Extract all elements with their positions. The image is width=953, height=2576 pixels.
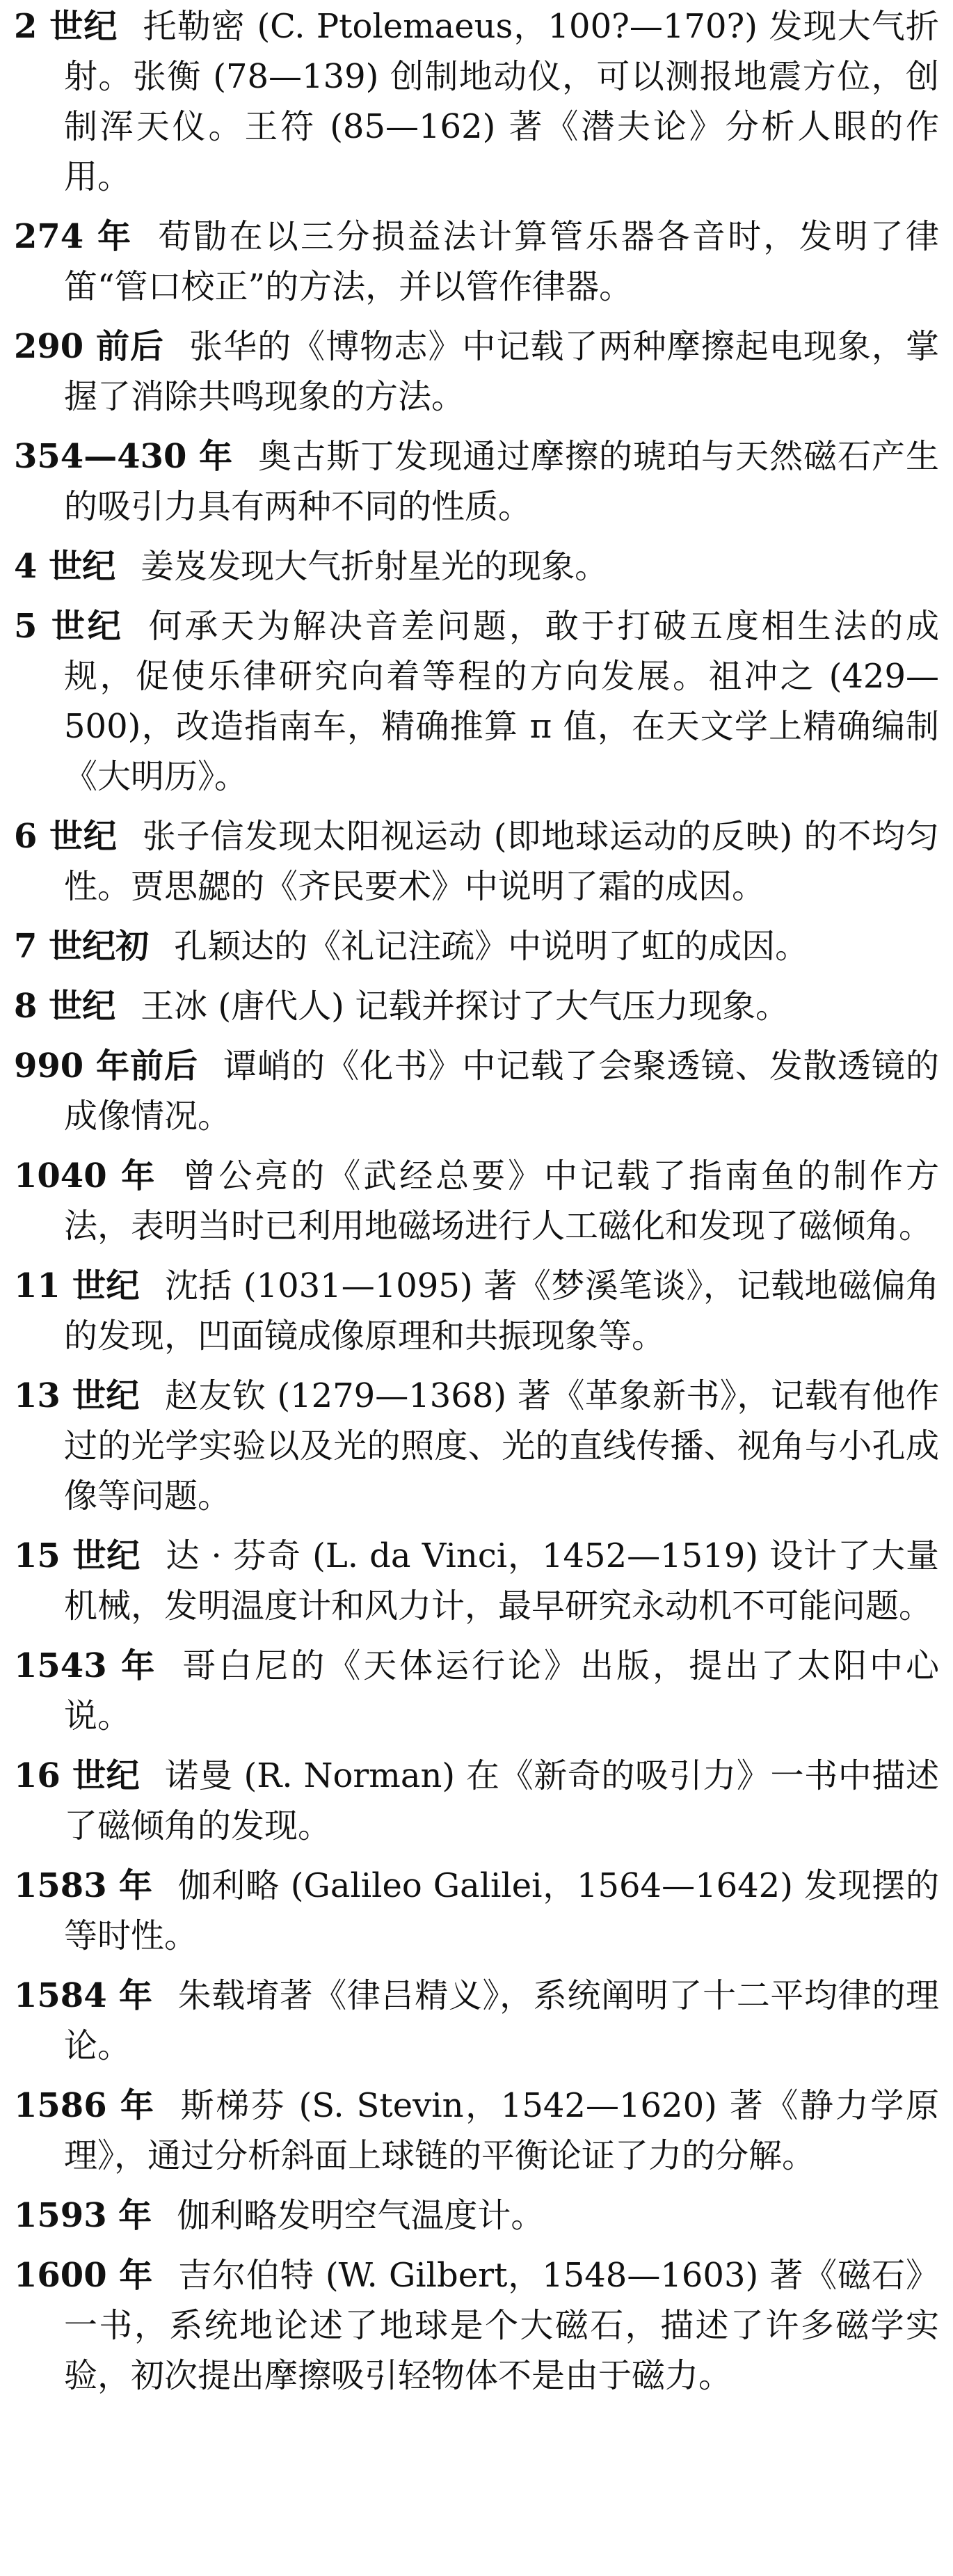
- entry-text: 沈括 (1031—1095) 著《梦溪笔谈》，记载地磁偏角的发现，凹面镜成像原理和共振现象等。: [64, 1266, 939, 1355]
- entry-year: 274 年: [14, 217, 134, 256]
- entry-text: 荀勖在以三分损益法计算管乐器各音时，发明了律笛“管口校正”的方法，并以管作律器。: [64, 217, 939, 306]
- entry-year: 290 前后: [14, 327, 165, 366]
- timeline-entry: [14, 1531, 939, 1631]
- timeline-entry: [14, 981, 939, 1031]
- entry-year: 990 年前后: [14, 1047, 199, 1086]
- entry-text: 斯梯芬 (S. Stevin，1542—1620) 著《静力学原理》，通过分析斜面上球链的平衡论证了力的分解。: [64, 2086, 939, 2175]
- entry-text: 姜岌发现大气折射星光的现象。: [141, 547, 609, 586]
- timeline-entry: [14, 2250, 939, 2401]
- entry-year: 1584 年: [14, 1976, 153, 2015]
- entry-text: 奥古斯丁发现通过摩擦的琥珀与天然磁石产生的吸引力具有两种不同的性质。: [64, 437, 939, 526]
- entry-text: 吉尔伯特 (W. Gilbert，1548—1603) 著《磁石》一书，系统地论述了地球是个大磁石，描述了许多磁学实验，初次提出摩擦吸引轻物体不是由于磁力。: [64, 2256, 939, 2395]
- timeline-entry: [14, 1261, 939, 1361]
- timeline-entry: [14, 321, 939, 422]
- chronology-page: [14, 0, 939, 2410]
- entry-year: 5 世纪: [14, 607, 124, 646]
- timeline-entry: [14, 811, 939, 912]
- timeline-entry: [14, 601, 939, 802]
- entry-year: 13 世纪: [14, 1376, 141, 1415]
- entry-year: 7 世纪初: [14, 927, 150, 966]
- entry-year: 1583 年: [14, 1866, 153, 1905]
- entry-year: 1593 年: [14, 2196, 152, 2235]
- entry-text: 曾公亮的《武经总要》中记载了指南鱼的制作方法，表明当时已利用地磁场进行人工磁化和发现了磁倾角。: [64, 1156, 939, 1246]
- entry-year: 1600 年: [14, 2256, 154, 2295]
- timeline-entry: [14, 1371, 939, 1521]
- entry-text: 达 · 芬奇 (L. da Vinci，1452—1519) 设计了大量机械，发明温度计和风力计，最早研究永动机不可能问题。: [64, 1536, 940, 1625]
- entry-text: 伽利略 (Galileo Galilei，1564—1642) 发现摆的等时性。: [64, 1866, 939, 1955]
- entry-text: 张子信发现太阳视运动 (即地球运动的反映) 的不均匀性。贾思勰的《齐民要术》中说明了霜的成因。: [64, 817, 939, 906]
- entry-text: 朱载堉著《律吕精义》，系统阐明了十二平均律的理论。: [64, 1976, 939, 2065]
- timeline-entry: [14, 1751, 939, 1851]
- entry-text: 伽利略发明空气温度计。: [177, 2196, 545, 2235]
- timeline-entry: [14, 431, 939, 532]
- timeline-entry: [14, 1041, 939, 1141]
- timeline-entry: [14, 212, 939, 312]
- timeline-entry: [14, 2081, 939, 2181]
- entry-text: 王冰 (唐代人) 记载并探讨了大气压力现象。: [141, 987, 790, 1026]
- timeline-entry: [14, 1971, 939, 2071]
- timeline-entry: [14, 1151, 939, 1251]
- entry-year: 1543 年: [14, 1646, 158, 1685]
- entry-year: 1040 年: [14, 1156, 158, 1195]
- entry-text: 张华的《博物志》中记载了两种摩擦起电现象，掌握了消除共鸣现象的方法。: [64, 327, 939, 416]
- timeline-entry: [14, 1, 939, 202]
- entry-year: 4 世纪: [14, 547, 116, 586]
- entry-text: 谭峭的《化书》中记载了会聚透镜、发散透镜的成像情况。: [64, 1047, 939, 1136]
- timeline-entry: [14, 921, 939, 971]
- entry-year: 11 世纪: [14, 1266, 141, 1305]
- entry-text: 孔颖达的《礼记注疏》中说明了虹的成因。: [174, 927, 809, 966]
- entry-year: 15 世纪: [14, 1536, 141, 1575]
- entry-year: 8 世纪: [14, 987, 116, 1026]
- timeline-entry: [14, 541, 939, 591]
- entry-year: 1586 年: [14, 2086, 156, 2125]
- timeline-entry: [14, 1641, 939, 1741]
- entry-text: 何承天为解决音差问题，敢于打破五度相生法的成规，促使乐律研究向着等程的方向发展。祖冲之 (429—500)，改造指南车，精确推算 π 值，在天文学上精确编制《大明历》。: [64, 607, 939, 796]
- entry-text: 托勒密 (C. Ptolemaeus，100?—170?) 发现大气折射。张衡 (78—139) 创制地动仪，可以测报地震方位，创制浑天仪。王符 (85—162) 著《潜夫论》分析人眼的作用。: [64, 7, 939, 196]
- entry-text: 哥白尼的《天体运行论》出版，提出了太阳中心说。: [64, 1646, 939, 1735]
- entry-year: 354—430 年: [14, 437, 234, 476]
- timeline-entry: [14, 2191, 939, 2241]
- entry-year: 2 世纪: [14, 7, 118, 46]
- entry-year: 16 世纪: [14, 1756, 141, 1795]
- entry-text: 诺曼 (R. Norman) 在《新奇的吸引力》一书中描述了磁倾角的发现。: [64, 1756, 939, 1845]
- entry-year: 6 世纪: [14, 817, 118, 856]
- entry-text: 赵友钦 (1279—1368) 著《革象新书》，记载有他作过的光学实验以及光的照度、光的直线传播、视角与小孔成像等问题。: [64, 1376, 939, 1516]
- timeline-entry: [14, 1861, 939, 1961]
